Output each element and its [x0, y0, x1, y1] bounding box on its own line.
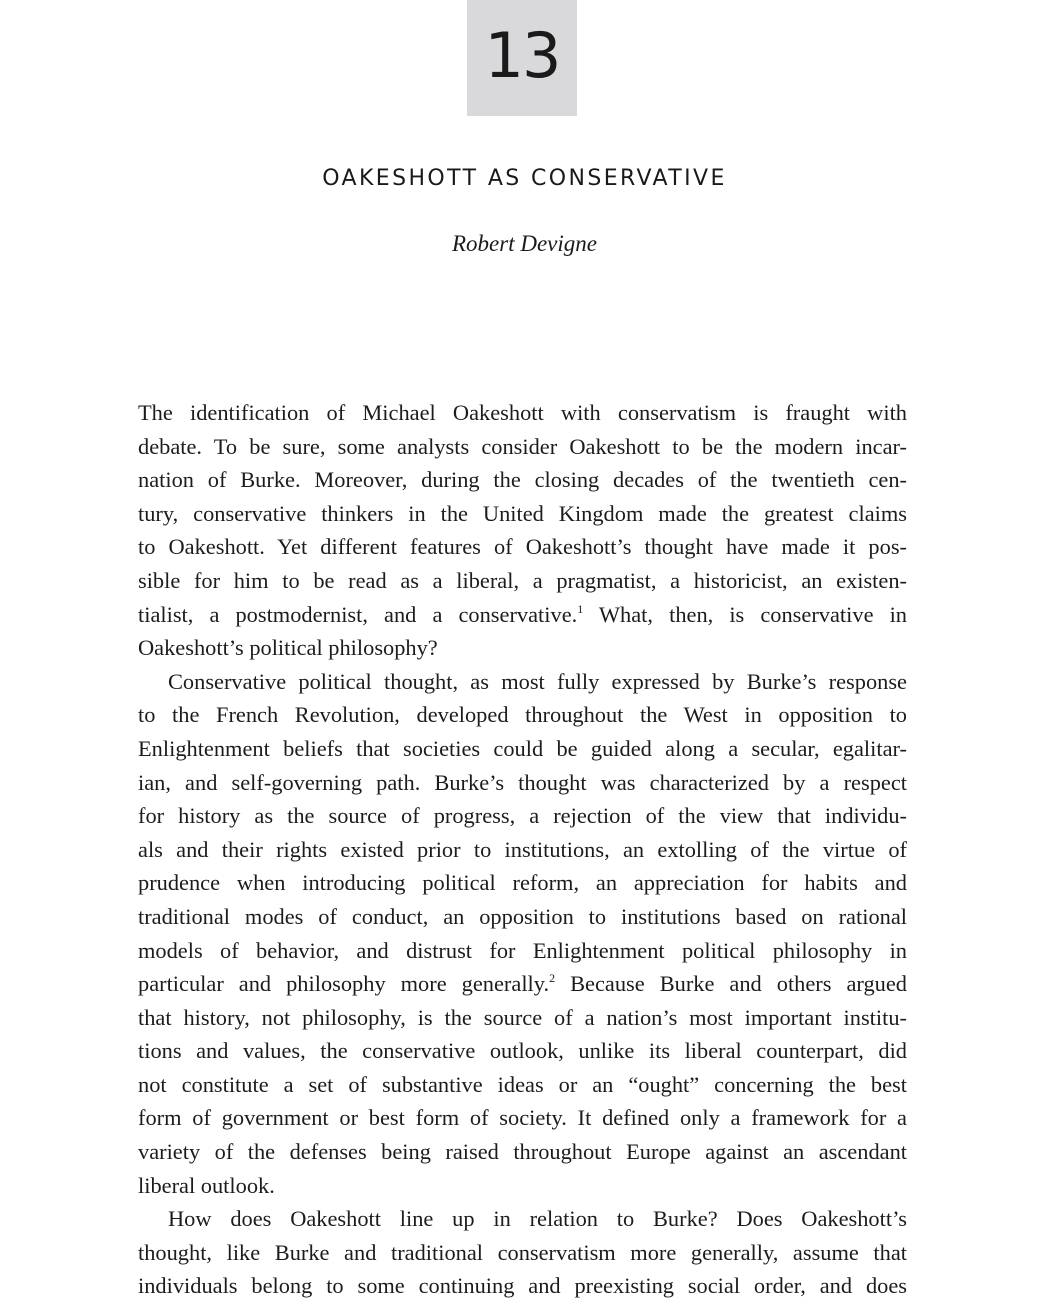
text-segment: What, then, is conservative in: [583, 601, 908, 627]
text-line: debate. To be sure, some analysts consider Oakeshott to be the modern incar-: [138, 433, 907, 459]
text-line: als and their rights existed prior to institutions, an extolling of the virtue of: [138, 836, 907, 862]
text-line: nation of Burke. Moreover, during the closing decades of the twentieth cen-: [138, 467, 907, 493]
footnote-marker[interactable]: 1: [577, 601, 584, 616]
text-line: that history, not philosophy, is the source of a nation’s most important institu-: [138, 1004, 907, 1030]
text-line: liberal outlook.: [138, 1172, 275, 1198]
text-line: models of behavior, and distrust for Enlightenment political philosophy in: [138, 937, 907, 963]
text-line: for history as the source of progress, a rejection of the view that individu-: [138, 803, 907, 829]
text-line: Oakeshott’s political philosophy?: [138, 635, 438, 661]
chapter-number-box: [467, 0, 577, 116]
text-line: tury, conservative thinkers in the United Kingdom made the greatest claims: [138, 500, 907, 526]
text-line: sible for him to be read as a liberal, a pragmatist, a historicist, an existen-: [138, 567, 907, 593]
text-line: prudence when introducing political reform, an appreciation for habits and: [138, 870, 907, 896]
text-line: How does Oakeshott line up in relation to Burke? Does Oakeshott’s: [168, 1206, 907, 1232]
paragraph-3: [138, 1202, 907, 1303]
footnote-marker[interactable]: 2: [549, 971, 556, 986]
text-line: ian, and self-governing path. Burke’s thought was characterized by a respect: [138, 769, 907, 795]
text-line: [138, 598, 907, 632]
text-segment: Because Burke and others argued: [555, 971, 907, 997]
text-segment: particular and philosophy more generally.: [138, 971, 550, 997]
chapter-number: 13: [484, 19, 560, 92]
text-line: to the French Revolution, developed throughout the West in opposition to: [138, 702, 907, 728]
text-line: The identification of Michael Oakeshott with conservatism is fraught with: [138, 400, 907, 425]
chapter-title: OAKESHOTT AS CONSERVATIVE: [322, 166, 727, 191]
text-line: traditional modes of conduct, an opposition to institutions based on rational: [138, 903, 907, 929]
text-line: not constitute a set of substantive ideas or an “ought” concerning the best: [138, 1071, 907, 1097]
paragraph-1: [138, 396, 907, 665]
chapter-body: [138, 396, 907, 1303]
text-line: Enlightenment beliefs that societies could be guided along a secular, egalitar-: [138, 735, 907, 761]
text-line: tions and values, the conservative outlook, unlike its liberal counterpart, did: [138, 1038, 907, 1064]
text-line: individuals belong to some continuing and preexisting social order, and does: [138, 1273, 907, 1299]
text-line: to Oakeshott. Yet different features of Oakeshott’s thought have made it pos-: [138, 534, 907, 560]
text-line: thought, like Burke and traditional conservatism more generally, assume that: [138, 1239, 907, 1265]
text-line: form of government or best form of society. It defined only a framework for a: [138, 1105, 907, 1131]
chapter-author: Robert Devigne: [452, 231, 597, 256]
text-segment: tialist, a postmodernist, and a conservative.: [138, 601, 578, 627]
text-line: Conservative political thought, as most fully expressed by Burke’s response: [168, 668, 907, 694]
text-line: [138, 967, 907, 1001]
text-line: variety of the defenses being raised throughout Europe against an ascendant: [138, 1139, 907, 1165]
paragraph-2: [138, 665, 907, 1203]
